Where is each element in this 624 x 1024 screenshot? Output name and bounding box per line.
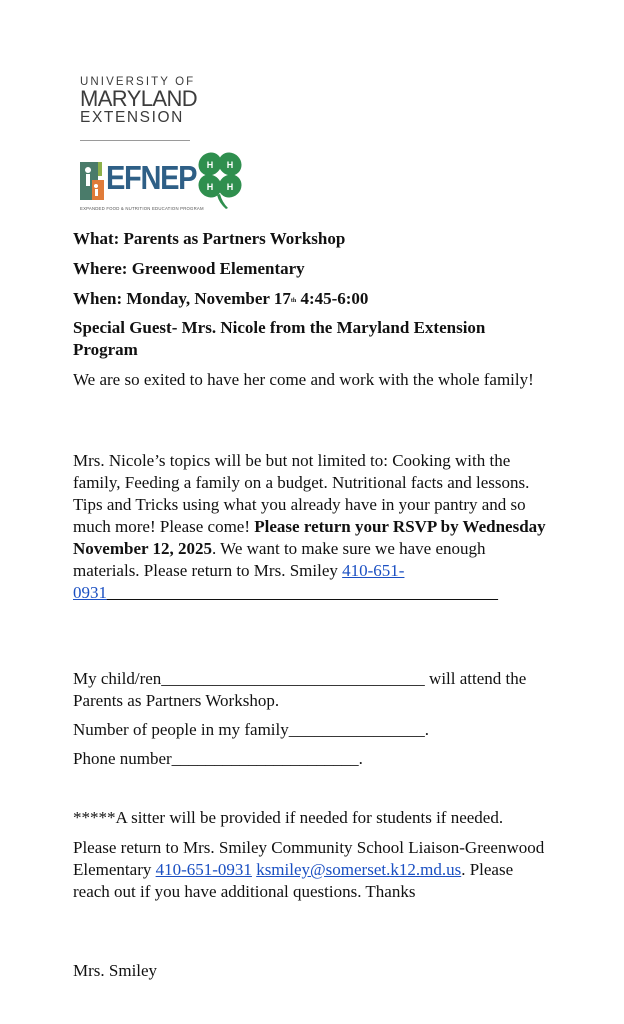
clover-h-2: H xyxy=(226,160,234,170)
phone-underline-trail: ______________________________________________ xyxy=(107,583,498,602)
topics-paragraph xyxy=(73,450,553,604)
clover-h-4: H xyxy=(226,182,234,192)
umd-extension-logo xyxy=(80,76,200,126)
sitter-note: *****A sitter will be provided if needed for students if needed. xyxy=(73,808,504,827)
event-when-time: 4:45-6:00 xyxy=(296,289,369,308)
topics-text: Mrs. Nicole’s topics will be but not limited to: Cooking with the family, Feeding a family on a budget. Nutritional facts and lessons. Tips and Tricks using what you already have in your pantry and so much more! Please come! xyxy=(73,451,530,536)
special-guest: Special Guest- Mrs. Nicole from the Maryland Extension Program xyxy=(73,318,486,359)
phone-number-line: Phone number______________________. xyxy=(73,749,363,768)
footer-phone-link[interactable]: 410-651-0931 xyxy=(155,860,252,879)
child-attend-line: My child/ren_______________________________ will attend the Parents as Partners Workshop. xyxy=(73,669,527,710)
efnep-wordmark: EFNEP xyxy=(106,159,197,196)
event-what: What: Parents as Partners Workshop xyxy=(73,229,346,248)
family-size-line: Number of people in my family________________. xyxy=(73,720,430,739)
event-when-sup: th xyxy=(290,298,297,304)
efnep-logo xyxy=(80,150,250,214)
event-when xyxy=(73,288,553,310)
return-paragraph xyxy=(73,837,553,903)
umd-logo-line3: EXTENSION xyxy=(80,109,184,126)
phone-link[interactable]: 410-651-0931 xyxy=(73,561,405,602)
umd-logo-line1: UNIVERSITY OF xyxy=(80,76,196,88)
umd-logo-line2: MARYLAND xyxy=(80,86,198,111)
logo-divider xyxy=(80,140,190,141)
event-when-date: When: Monday, November 17 xyxy=(73,289,291,308)
intro-paragraph: We are so exited to have her come and work with the whole family! xyxy=(73,370,534,389)
rsvp-deadline: Please return your RSVP by Wednesday November 12, 2025 xyxy=(73,517,546,558)
signature: Mrs. Smiley xyxy=(73,961,158,980)
family-icon xyxy=(80,158,106,202)
closing-text: . Please reach out if you have additional questions. Thanks xyxy=(73,860,514,901)
rsvp-followup: . We want to make sure we have enough materials. Please return to Mrs. Smiley xyxy=(73,539,486,580)
efnep-subtitle: EXPANDED FOOD & NUTRITION EDUCATION PROGRAM xyxy=(80,206,204,211)
clover-h-3: H xyxy=(206,182,214,192)
4h-clover-icon xyxy=(196,150,244,210)
email-link[interactable]: ksmiley@somerset.k12.md.us xyxy=(256,860,462,879)
clover-h-1: H xyxy=(206,160,214,170)
event-where: Where: Greenwood Elementary xyxy=(73,259,305,278)
return-text: Please return to Mrs. Smiley Community School Liaison-Greenwood Elementary xyxy=(73,838,545,879)
